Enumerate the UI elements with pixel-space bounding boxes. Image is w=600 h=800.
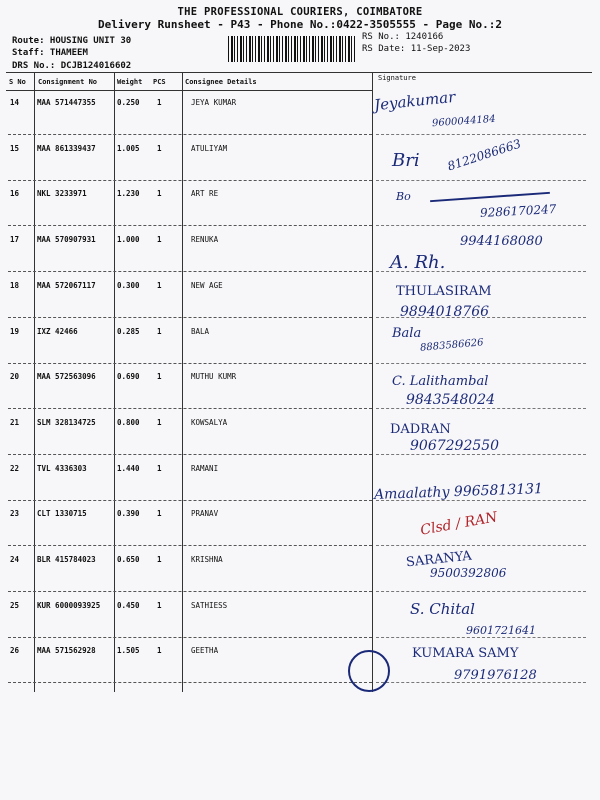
header-bottom-line <box>6 90 372 91</box>
row-separator <box>8 637 372 638</box>
cell-consignment: NKL 3233971 <box>37 189 87 198</box>
cell-consignment: KUR 6000093925 <box>37 601 101 610</box>
signature-row-20: C. Lalithambal <box>392 374 489 389</box>
col-line-2 <box>114 72 115 692</box>
signature-row-24: SARANYA <box>405 548 473 571</box>
rs-number: RS No.: 1240166 <box>362 32 444 42</box>
signature-separator <box>376 408 586 409</box>
cell-pcs: 1 <box>157 327 162 336</box>
row-separator <box>8 317 372 318</box>
cell-consignee: MUTHU KUMR <box>191 372 237 381</box>
cell-pcs: 1 <box>157 509 162 518</box>
cell-consignee: SATHIESS <box>191 601 228 610</box>
phone-row-15: 8122086663 <box>445 136 523 174</box>
rs-date: RS Date: 11-Sep-2023 <box>362 44 471 54</box>
barcode <box>228 36 356 62</box>
row-separator <box>8 271 372 272</box>
signature-separator <box>376 591 586 592</box>
cell-consignment: SLM 328134725 <box>37 418 96 427</box>
row-separator <box>8 134 372 135</box>
cell-sno: 25 <box>10 601 20 610</box>
row-separator <box>8 545 372 546</box>
cell-consignment: CLT 1330715 <box>37 509 87 518</box>
cell-consignment: BLR 415784023 <box>37 555 96 564</box>
row-separator <box>8 454 372 455</box>
cell-pcs: 1 <box>157 555 162 564</box>
drs-number: DRS No.: DCJB124016602 <box>12 61 132 71</box>
cell-weight: 0.300 <box>117 281 140 290</box>
cell-sno: 20 <box>10 372 20 381</box>
signature-separator <box>376 134 586 135</box>
cell-weight: 0.690 <box>117 372 140 381</box>
signature-row-26: KUMARA SAMY <box>412 646 519 661</box>
cell-consignee: BALA <box>191 327 210 336</box>
cell-weight: 1.000 <box>117 235 140 244</box>
cell-sno: 16 <box>10 189 20 198</box>
table-top-line <box>6 72 592 73</box>
stamp-circle <box>348 650 390 692</box>
signature-row-17: A. Rh. <box>390 252 446 273</box>
cell-pcs: 1 <box>157 418 162 427</box>
cell-pcs: 1 <box>157 98 162 107</box>
signature-row-18: THULASIRAM <box>396 284 492 299</box>
cell-pcs: 1 <box>157 372 162 381</box>
cell-consignment: MAA 570907931 <box>37 235 96 244</box>
cell-consignment: MAA 572067117 <box>37 281 96 290</box>
page-title: THE PROFESSIONAL COURIERS, COIMBATORE <box>177 6 423 18</box>
cell-consignee: ART RE <box>191 189 219 198</box>
cell-sno: 18 <box>10 281 20 290</box>
cell-sno: 17 <box>10 235 20 244</box>
note-row-23: Clsd / RAN <box>419 509 499 539</box>
row-separator <box>8 591 372 592</box>
signature-separator <box>376 225 586 226</box>
signature-row-16: Bo <box>396 190 411 203</box>
row-separator <box>8 682 372 683</box>
cell-sno: 19 <box>10 327 20 336</box>
signature-separator <box>376 180 586 181</box>
cell-weight: 0.390 <box>117 509 140 518</box>
cell-weight: 0.650 <box>117 555 140 564</box>
cell-consignee: NEW AGE <box>191 281 223 290</box>
signature-row-22: Amaalathy 9965813131 <box>373 481 544 503</box>
cell-weight: 0.250 <box>117 98 140 107</box>
row-separator <box>8 363 372 364</box>
cell-weight: 1.230 <box>117 189 140 198</box>
signature-separator <box>376 363 586 364</box>
signature-separator <box>376 454 586 455</box>
cell-consignee: JEYA KUMAR <box>191 98 237 107</box>
cell-sno: 24 <box>10 555 20 564</box>
cell-consignment: MAA 861339437 <box>37 144 96 153</box>
header-weight: Weight <box>117 78 143 86</box>
signature-row-14: Jeyakumar <box>373 87 457 115</box>
cell-consignee: KRISHNA <box>191 555 223 564</box>
row-separator <box>8 180 372 181</box>
cell-sno: 23 <box>10 509 20 518</box>
cell-consignment: MAA 572563096 <box>37 372 96 381</box>
phone-row-25: 9601721641 <box>466 624 536 637</box>
cell-consignee: PRANAV <box>191 509 219 518</box>
phone-row-26: 9791976128 <box>454 668 537 683</box>
col-line-4 <box>372 72 373 692</box>
cell-consignment: MAA 571562928 <box>37 646 96 655</box>
phone-row-19: 8883586626 <box>419 337 484 354</box>
phone-row-14: 9600044184 <box>431 113 496 130</box>
cell-consignment: TVL 4336303 <box>37 464 87 473</box>
cell-sno: 14 <box>10 98 20 107</box>
phone-row-17: 9944168080 <box>460 234 543 249</box>
cell-weight: 0.285 <box>117 327 140 336</box>
cell-pcs: 1 <box>157 464 162 473</box>
cell-pcs: 1 <box>157 281 162 290</box>
header-consignment: Consignment No <box>38 78 98 86</box>
header-sno: S No <box>9 78 26 86</box>
signature-row-15: Bri <box>392 150 420 171</box>
signature-row-25: S. Chital <box>410 600 475 618</box>
runsheet-subtitle: Delivery Runsheet - P43 - Phone No.:0422-3505555 - Page No.:2 <box>98 18 502 31</box>
cell-sno: 26 <box>10 646 20 655</box>
cell-pcs: 1 <box>157 189 162 198</box>
cell-weight: 0.800 <box>117 418 140 427</box>
col-line-3 <box>182 72 183 692</box>
staff-label: Staff: THAMEEM <box>12 48 88 58</box>
cell-sno: 22 <box>10 464 20 473</box>
cell-sno: 21 <box>10 418 20 427</box>
phone-row-24: 9500392806 <box>430 566 507 580</box>
signature-row-21: DADRAN <box>390 422 451 437</box>
signature-separator <box>376 545 586 546</box>
cell-sno: 15 <box>10 144 20 153</box>
header-consignee-details: Consignee Details <box>185 78 257 86</box>
cell-weight: 1.505 <box>117 646 140 655</box>
signature-row-19: Bala <box>392 326 422 341</box>
runsheet-table <box>6 72 592 692</box>
cell-pcs: 1 <box>157 601 162 610</box>
phone-row-18: 9894018766 <box>400 304 490 320</box>
row-separator <box>8 500 372 501</box>
cell-consignee: ATULIYAM <box>191 144 228 153</box>
cell-consignee: RENUKA <box>191 235 219 244</box>
phone-row-16: 9286170247 <box>479 202 557 220</box>
col-line-1 <box>34 72 35 692</box>
row-separator <box>8 225 372 226</box>
row-separator <box>8 408 372 409</box>
header-pcs: PCS <box>153 78 166 86</box>
cell-consignment: IXZ 42466 <box>37 327 78 336</box>
cell-pcs: 1 <box>157 144 162 153</box>
signature-separator <box>376 637 586 638</box>
header-signature: Signature <box>378 74 416 82</box>
cell-consignee: RAMANI <box>191 464 219 473</box>
cell-weight: 0.450 <box>117 601 140 610</box>
route-label: Route: HOUSING UNIT 30 <box>12 36 132 46</box>
cell-weight: 1.005 <box>117 144 140 153</box>
phone-row-21: 9067292550 <box>410 438 500 454</box>
cell-pcs: 1 <box>157 646 162 655</box>
cell-consignee: KOWSALYA <box>191 418 228 427</box>
cell-consignee: GEETHA <box>191 646 219 655</box>
cell-consignment: MAA 571447355 <box>37 98 96 107</box>
cell-weight: 1.440 <box>117 464 140 473</box>
cell-pcs: 1 <box>157 235 162 244</box>
phone-row-20: 9843548024 <box>406 392 496 408</box>
